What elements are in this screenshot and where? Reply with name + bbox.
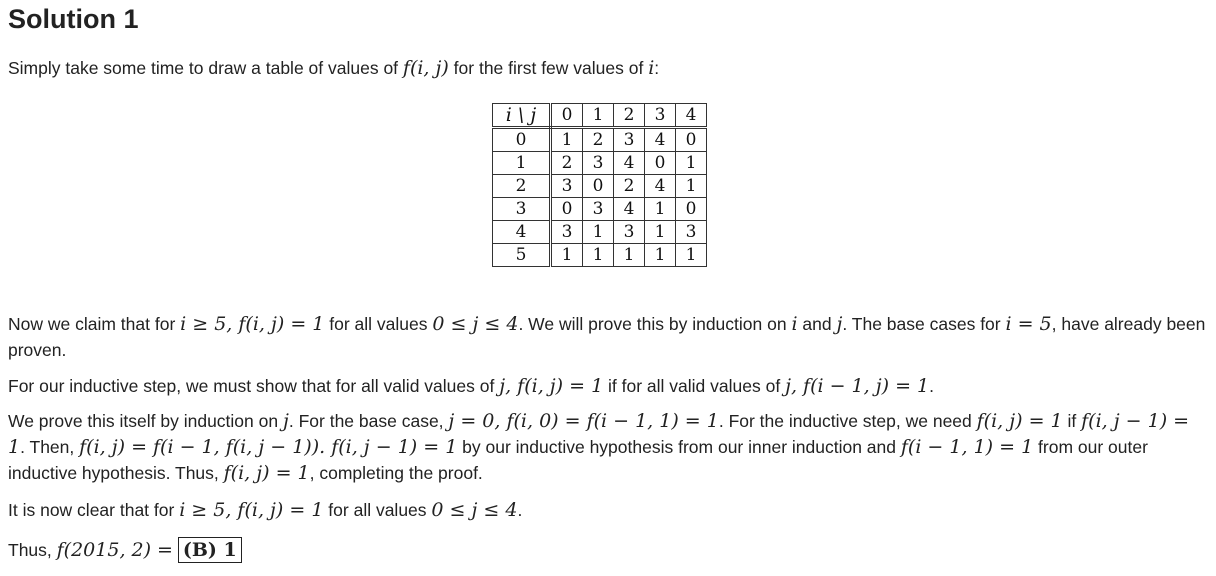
text-run: . The base cases for xyxy=(842,314,1006,334)
table-cell: 1 xyxy=(645,221,676,244)
math-expression: j xyxy=(282,410,289,432)
table-row-header: 0 xyxy=(493,128,551,152)
table-cell: 1 xyxy=(551,128,583,152)
table-row xyxy=(493,128,707,152)
table-cell: 4 xyxy=(614,152,645,175)
table-cell: 3 xyxy=(551,221,583,244)
text-run: It is now clear that for xyxy=(8,500,180,520)
answer-box xyxy=(178,537,242,563)
table-cell: 1 xyxy=(645,244,676,267)
table-cell: 4 xyxy=(645,128,676,152)
math-expression: 0 ≤ j ≤ 4 xyxy=(431,499,518,521)
math-expression: i xyxy=(791,313,798,335)
table-cell: 2 xyxy=(614,175,645,198)
math-fij: f(i, j) xyxy=(402,57,449,79)
table-cell: 2 xyxy=(551,152,583,175)
intro-text: Simply take some time to draw a table of values of xyxy=(8,58,403,78)
answer-paragraph xyxy=(8,537,1208,563)
text-run: . xyxy=(929,376,934,396)
table-row-header: 2 xyxy=(493,175,551,198)
table-row-header: 4 xyxy=(493,221,551,244)
table-col-header: 4 xyxy=(676,104,707,128)
table-cell: 1 xyxy=(614,244,645,267)
table-cell: 0 xyxy=(676,198,707,221)
math-expression: f(i, j − 1) = 1 xyxy=(8,410,1190,458)
text-run: Thus, xyxy=(8,540,57,560)
intro-paragraph xyxy=(8,55,1208,81)
table-row-header: 3 xyxy=(493,198,551,221)
table-cell: 3 xyxy=(583,198,614,221)
table-cell: 0 xyxy=(645,152,676,175)
text-run: . We will prove this by induction on xyxy=(518,314,792,334)
table-row-header: 5 xyxy=(493,244,551,267)
proof-paragraph xyxy=(8,408,1208,486)
intro-text: : xyxy=(654,58,660,78)
text-run: if xyxy=(1062,411,1082,431)
text-run: for all values xyxy=(323,500,432,520)
math-expression: i ≥ 5, f(i, j) = 1 xyxy=(180,313,325,335)
text-run: and xyxy=(797,314,837,334)
table-row-header: 1 xyxy=(493,152,551,175)
table-cell: 0 xyxy=(676,128,707,152)
text-run: We prove this itself by induction on xyxy=(8,411,283,431)
table-cell: 3 xyxy=(676,221,707,244)
table-cell: 3 xyxy=(583,152,614,175)
math-expression: f(i − 1, 1) = 1 xyxy=(900,436,1034,458)
text-run: from our outer inductive hypothesis. Thus, xyxy=(8,437,1148,483)
math-expression: 0 ≤ j ≤ 4 xyxy=(432,313,519,335)
math-expression: i = 5 xyxy=(1005,313,1052,335)
math-expression: j, f(i, j) = 1 xyxy=(499,375,604,397)
table-col-header: 1 xyxy=(583,104,614,128)
table-row xyxy=(493,244,707,267)
text-run: . For the inductive step, we need xyxy=(718,411,977,431)
table-col-header: 0 xyxy=(551,104,583,128)
conclusion-paragraph xyxy=(8,497,1208,523)
math-i: i xyxy=(648,57,655,79)
text-run: . For the base case, xyxy=(288,411,449,431)
text-run: . Then, xyxy=(20,437,80,457)
table-cell: 1 xyxy=(583,221,614,244)
table-cell: 3 xyxy=(614,128,645,152)
table-cell: 1 xyxy=(676,175,707,198)
text-run: For our inductive step, we must show that for all valid values of xyxy=(8,376,500,396)
text-run: if for all valid values of xyxy=(603,376,786,396)
table-row xyxy=(493,221,707,244)
math-expression: f(2015, 2) = xyxy=(56,539,173,561)
table-cell: 1 xyxy=(583,244,614,267)
math-expression: j, f(i − 1, j) = 1 xyxy=(785,375,930,397)
math-expression: f(i, j) = 1 xyxy=(976,410,1063,432)
table-row xyxy=(493,175,707,198)
math-expression: j = 0, f(i, 0) = f(i − 1, 1) = 1 xyxy=(448,410,719,432)
answer-text: (B) 1 xyxy=(182,539,237,561)
text-run: , have already been proven. xyxy=(8,314,1206,360)
table-cell: 3 xyxy=(614,221,645,244)
text-run: Now we claim that for xyxy=(8,314,181,334)
text-run: . xyxy=(517,500,523,520)
text-run: , completing the proof. xyxy=(309,463,483,483)
table-cell: 0 xyxy=(583,175,614,198)
table-col-header: 2 xyxy=(614,104,645,128)
table-row xyxy=(493,152,707,175)
table-row xyxy=(493,198,707,221)
table-col-header: 3 xyxy=(645,104,676,128)
math-expression: f(i, j) = f(i − 1, f(i, j − 1)). f(i, j − 1) = 1 xyxy=(79,436,458,458)
values-table xyxy=(492,103,707,267)
math-expression: f(i, j) = 1 xyxy=(223,462,310,484)
table-cell: 4 xyxy=(614,198,645,221)
table-cell: 1 xyxy=(676,152,707,175)
text-run: for all values xyxy=(324,314,433,334)
table-cell: 1 xyxy=(676,244,707,267)
intro-text: for the first few values of xyxy=(448,58,649,78)
table-header-row xyxy=(493,104,707,128)
table-cell: 4 xyxy=(645,175,676,198)
table-cell: 2 xyxy=(583,128,614,152)
table-cell: 1 xyxy=(551,244,583,267)
table-corner-cell: i \ j xyxy=(493,104,551,128)
table-cell: 3 xyxy=(551,175,583,198)
claim-paragraph xyxy=(8,311,1208,363)
table-cell: 0 xyxy=(551,198,583,221)
inductive-step-paragraph xyxy=(8,373,1208,399)
text-run: by our inductive hypothesis from our inner induction and xyxy=(457,437,901,457)
solution-heading: Solution 1 xyxy=(8,4,139,34)
table-cell: 1 xyxy=(645,198,676,221)
math-expression: i ≥ 5, f(i, j) = 1 xyxy=(179,499,324,521)
math-expression: j xyxy=(836,313,843,335)
